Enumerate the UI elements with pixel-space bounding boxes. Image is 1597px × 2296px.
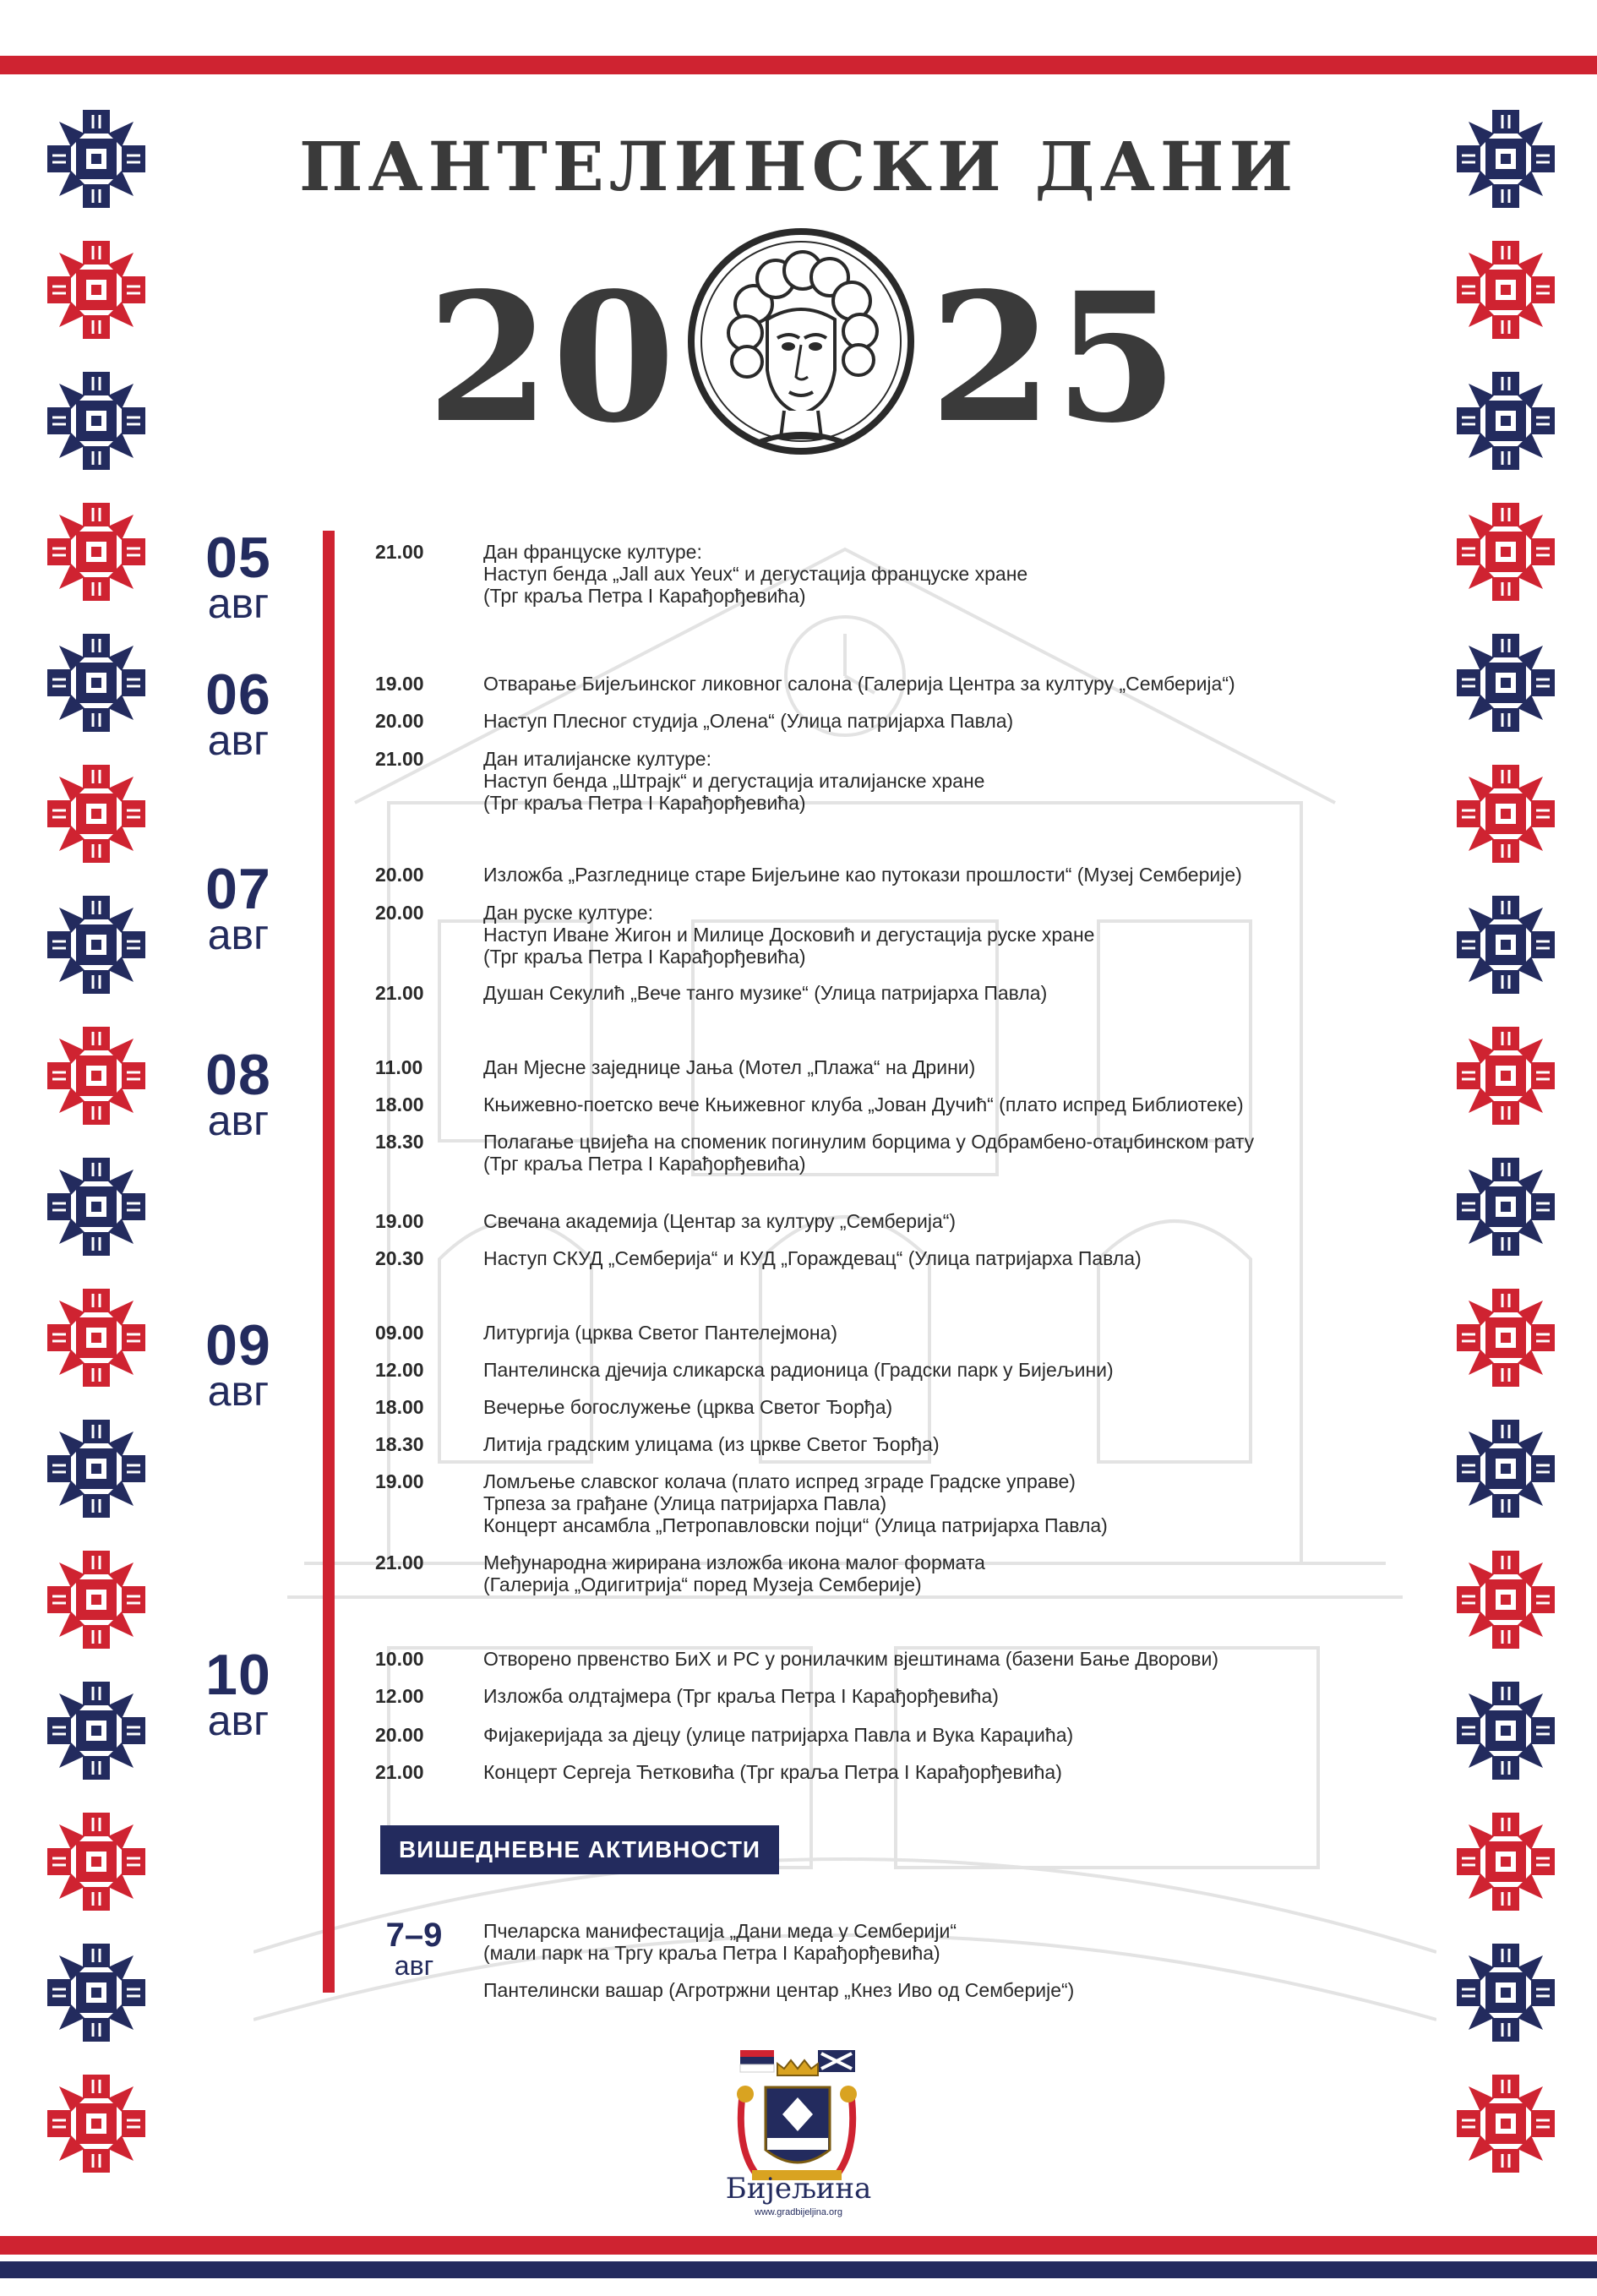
multi-day-date: [372, 1918, 456, 1979]
red-flower-motif-icon: [1455, 1811, 1556, 1912]
event-description: [483, 1056, 1438, 1078]
event-time: 12.00: [375, 1685, 424, 1707]
navy-flower-motif-icon: [1455, 1680, 1556, 1781]
multi-day-date-range: 7–9: [385, 1917, 443, 1954]
event-time: 20.30: [375, 1247, 424, 1269]
date-block: [145, 526, 331, 627]
date-block: [145, 857, 331, 958]
poster-title: ПАНТЕЛИНСКИ ДАНИ: [298, 127, 1299, 206]
event-line: Свечана академија (Центар за културу „Семберија“): [483, 1210, 957, 1232]
multi-day-fair-text: Пантелински вашар (Агротржни центар „Кнез Иво од Семберије“): [483, 1979, 1075, 2001]
event-line: (Трг краља Петра I Карађорђевића): [483, 946, 806, 968]
event-description: [483, 1685, 1438, 1707]
navy-flower-motif-icon: [46, 632, 147, 734]
navy-flower-motif-icon: [1455, 1942, 1556, 2043]
event-description: [483, 1470, 1438, 1536]
event-description: [483, 1210, 1438, 1232]
event-time: 11.00: [375, 1056, 423, 1078]
red-flower-motif-icon: [1455, 1287, 1556, 1388]
event-time: 18.30: [375, 1131, 424, 1153]
event-line: Ломљење славског колача (плато испред зграде Градске управе): [483, 1470, 1076, 1492]
event-line: (Трг краља Петра I Карађорђевића): [483, 585, 806, 607]
event-line: Наступ Плесног студија „Олена“ (Улица патријарха Павла): [483, 710, 1014, 732]
navy-flower-motif-icon: [1455, 894, 1556, 995]
event-time: 18.00: [375, 1093, 424, 1115]
red-flower-motif-icon: [46, 1025, 147, 1126]
red-flower-motif-icon: [1455, 2073, 1556, 2174]
red-flower-motif-icon: [1455, 1025, 1556, 1126]
event-description: [483, 1359, 1438, 1381]
year-right-digits: 25: [929, 254, 1180, 462]
event-line: Наступ бенда „Jall aux Yeux“ и дегустација француске хране: [483, 563, 1028, 585]
event-line: (Галерија „Одигитрија“ поред Музеја Семберије): [483, 1573, 922, 1595]
top-red-bar: [0, 56, 1597, 74]
event-description: [483, 982, 1438, 1004]
date-month: авг: [207, 580, 270, 627]
event-line: Изложба олдтајмера (Трг краља Петра I Карађорђевића): [483, 1685, 999, 1707]
event-description: [483, 1131, 1438, 1175]
event-time: 20.00: [375, 864, 424, 886]
event-description: [483, 864, 1438, 886]
event-description: [483, 1247, 1438, 1269]
event-time: 19.00: [375, 1470, 424, 1492]
event-time: 19.00: [375, 673, 424, 695]
red-flower-motif-icon: [46, 1549, 147, 1650]
red-flower-motif-icon: [46, 1287, 147, 1388]
event-time: 10.00: [375, 1648, 424, 1670]
event-line: Пантелинска дјечија сликарска радионица (Градски парк у Бијељини): [483, 1359, 1114, 1381]
date-day: 09: [205, 1313, 271, 1377]
navy-flower-motif-icon: [1455, 1156, 1556, 1257]
date-block: [145, 1313, 331, 1415]
event-time: 09.00: [375, 1322, 424, 1344]
date-day: 10: [205, 1643, 271, 1707]
date-month: авг: [207, 911, 270, 958]
event-line: (Трг краља Петра I Карађорђевића): [483, 1153, 806, 1175]
red-flower-motif-icon: [46, 763, 147, 864]
date-day: 05: [205, 526, 271, 590]
event-time: 21.00: [375, 1761, 424, 1783]
multi-day-month: авг: [394, 1950, 434, 1981]
event-time: 18.00: [375, 1396, 424, 1418]
event-time: 21.00: [375, 748, 424, 770]
event-description: [483, 1552, 1438, 1595]
navy-flower-motif-icon: [46, 1156, 147, 1257]
navy-flower-motif-icon: [46, 1942, 147, 2043]
red-flower-motif-icon: [1455, 1549, 1556, 1650]
navy-flower-motif-icon: [46, 894, 147, 995]
event-description: [483, 1093, 1438, 1115]
event-description: [483, 673, 1438, 695]
event-description: [483, 1648, 1438, 1670]
event-line: Међународна жирирана изложба икона малог формата: [483, 1552, 985, 1573]
event-line: Отворено првенство БиХ и РС у ронилачким вјештинама (базени Бање Дворови): [483, 1648, 1219, 1670]
event-line: Литургија (црква Светог Пантелејмона): [483, 1322, 837, 1344]
navy-flower-motif-icon: [1455, 632, 1556, 734]
red-flower-motif-icon: [46, 2073, 147, 2174]
event-line: Трпеза за грађане (Улица патријарха Павла): [483, 1492, 887, 1514]
navy-flower-motif-icon: [46, 370, 147, 472]
date-month: авг: [207, 717, 270, 764]
red-flower-motif-icon: [1455, 501, 1556, 603]
event-line: Наступ Иване Жигон и Милице Досковић и дегустација руске хране: [483, 924, 1095, 946]
bottom-navy-bar: [0, 2261, 1597, 2278]
date-block: [145, 1643, 331, 1744]
red-flower-motif-icon: [46, 239, 147, 341]
event-time: 20.00: [375, 902, 424, 924]
event-line: Концерт Сергеја Ћетковића (Трг краља Петра I Карађорђевића): [483, 1761, 1062, 1783]
event-line: Вечерње богослужење (црква Светог Ђорђа): [483, 1396, 893, 1418]
event-description: [483, 710, 1438, 732]
background-building-sketch: [253, 448, 1436, 2138]
event-line: (Трг краља Петра I Карађорђевића): [483, 792, 806, 814]
event-line: Изложба „Разгледнице старе Бијељине као путокази прошлости“ (Музеј Семберије): [483, 864, 1242, 886]
year-left-digits: 20: [427, 254, 678, 462]
event-time: 18.30: [375, 1433, 424, 1455]
event-time: 20.00: [375, 710, 424, 732]
navy-flower-motif-icon: [1455, 370, 1556, 472]
event-description: [483, 902, 1438, 968]
event-time: 19.00: [375, 1210, 424, 1232]
event-line: Концерт ансамбла „Петропавловски појци“ (Улица патријарха Павла): [483, 1514, 1108, 1536]
event-line: Фијакеријада за дјецу (улице патријарха Павла и Вука Караџића): [483, 1724, 1074, 1746]
red-flower-motif-icon: [1455, 239, 1556, 341]
multi-day-line-1: Пчеларска манифестација „Дани меда у Семберији“: [483, 1920, 957, 1942]
navy-flower-motif-icon: [1455, 1418, 1556, 1519]
event-description: [483, 541, 1438, 607]
event-line: Душан Секулић „Вече танго музике“ (Улица патријарха Павла): [483, 982, 1048, 1004]
saint-panteleimon-icon: [686, 226, 916, 456]
red-flower-motif-icon: [1455, 763, 1556, 864]
event-time: 21.00: [375, 541, 424, 563]
city-logo-url: www.gradbijeljina.org: [755, 2207, 842, 2217]
city-logo-name: Бијељина: [725, 2172, 872, 2206]
date-day: 08: [205, 1043, 271, 1107]
event-description: [483, 1724, 1438, 1746]
navy-flower-motif-icon: [46, 1418, 147, 1519]
event-line: Наступ бенда „Штрајк“ и дегустација италијанске хране: [483, 770, 985, 792]
event-time: 20.00: [375, 1724, 424, 1746]
red-flower-motif-icon: [46, 1811, 147, 1912]
event-line: Дан руске културе:: [483, 902, 653, 924]
event-description: [483, 1396, 1438, 1418]
event-time: 21.00: [375, 982, 424, 1004]
multi-day-heading: ВИШЕДНЕВНЕ АКТИВНОСТИ: [380, 1825, 779, 1874]
event-line: Дан италијанске културе:: [483, 748, 711, 770]
event-description: [483, 748, 1438, 814]
event-time: 21.00: [375, 1552, 424, 1573]
date-day: 07: [205, 857, 271, 921]
event-line: Наступ СКУД „Семберија“ и КУД „Гораждевац“ (Улица патријарха Павла): [483, 1247, 1142, 1269]
event-description: [483, 1322, 1438, 1344]
event-line: Полагање цвијећа на споменик погинулим борцима у Одбрамбено-отаџбинском рату: [483, 1131, 1255, 1153]
left-ornament-border: [46, 108, 147, 2212]
event-line: Књижевно-поетско вече Књижевног клуба „Јован Дучић“ (плато испред Библиотеке): [483, 1093, 1244, 1115]
event-line: Дан француске културе:: [483, 541, 702, 563]
navy-flower-motif-icon: [46, 1680, 147, 1781]
multi-day-line-2: (мали парк на Тргу краља Петра I Карађорђевића): [483, 1942, 940, 1964]
date-month: авг: [207, 1697, 270, 1744]
bottom-red-bar: [0, 2236, 1597, 2255]
event-description: [483, 1433, 1438, 1455]
event-time: 12.00: [375, 1359, 424, 1381]
event-line: Литија градским улицама (из цркве Светог Ђорђа): [483, 1433, 940, 1455]
event-line: Дан Мјесне заједнице Јања (Мотел „Плажа“ на Дрини): [483, 1056, 976, 1078]
date-block: [145, 663, 331, 764]
date-month: авг: [207, 1367, 270, 1415]
date-block: [145, 1043, 331, 1144]
event-line: Отварање Бијељинског ликовног салона (Галерија Центра за културу „Семберија“): [483, 673, 1235, 695]
date-month: авг: [207, 1097, 270, 1144]
right-ornament-border: [1455, 108, 1556, 2212]
date-day: 06: [205, 663, 271, 727]
event-description: [483, 1761, 1438, 1783]
red-flower-motif-icon: [46, 501, 147, 603]
